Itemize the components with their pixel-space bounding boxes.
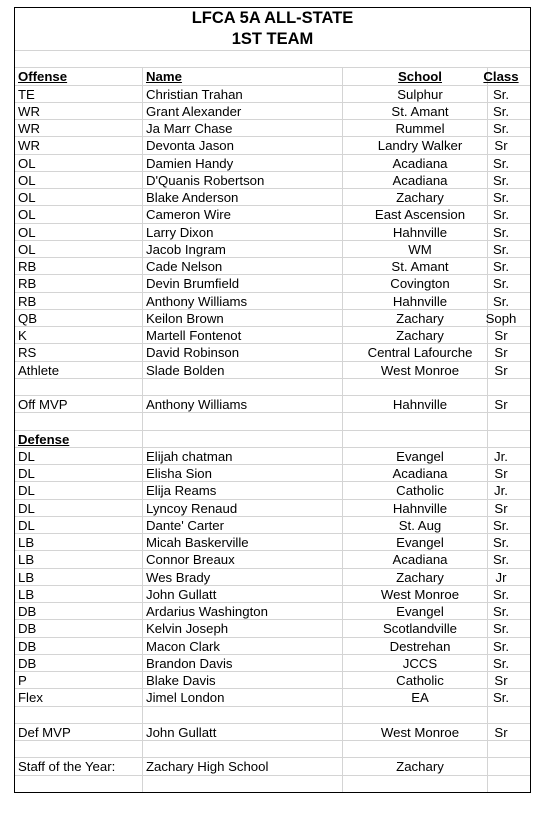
class-cell: Jr.	[494, 448, 508, 464]
position-cell: DL	[18, 483, 35, 499]
name-cell	[146, 741, 361, 757]
position-cell: Off MVP	[18, 397, 68, 412]
class-cell: Sr	[494, 328, 508, 343]
name-cell: Elija Reams	[146, 483, 217, 499]
class-cell: Sr.	[492, 535, 510, 550]
position-cell: DL	[18, 500, 35, 516]
name-cell: Wes Brady	[146, 569, 211, 585]
school-cell: West Monroe	[380, 724, 460, 740]
school-cell: Acadiana	[392, 466, 448, 481]
position-cell	[18, 776, 138, 792]
name-cell: Blake Davis	[146, 673, 216, 688]
school-cell: Zachary	[396, 328, 444, 343]
table-row	[15, 706, 530, 723]
table-row	[15, 343, 530, 360]
name-cell	[146, 431, 361, 447]
name-cell: Dante' Carter	[146, 517, 225, 533]
position-cell: DB	[18, 604, 37, 619]
class-cell: Sr.	[492, 207, 510, 223]
school-cell: Scotlandville	[382, 621, 458, 637]
class-cell: Sr	[494, 500, 508, 516]
table-row	[15, 568, 530, 585]
name-cell: Connor Breaux	[146, 552, 235, 568]
school-cell: WM	[408, 241, 432, 257]
school-cell: St. Amant	[391, 259, 449, 274]
table-row	[15, 688, 530, 705]
table-row	[15, 654, 530, 671]
name-cell: Keilon Brown	[146, 310, 224, 326]
table-row	[15, 585, 530, 602]
name-cell: Elisha Sion	[146, 466, 212, 481]
school-cell: Hahnville	[392, 397, 448, 412]
table-row	[15, 499, 530, 516]
table-row	[15, 102, 530, 119]
position-cell: K	[18, 328, 27, 343]
school-cell: Zachary	[396, 569, 444, 585]
position-cell: RB	[18, 293, 37, 309]
class-cell: Sr.	[492, 190, 510, 205]
table-row	[15, 740, 530, 757]
position-cell: WR	[18, 138, 40, 154]
class-cell: Sr	[494, 138, 508, 154]
name-cell: John Gullatt	[146, 586, 217, 602]
position-cell	[18, 379, 138, 395]
position-cell: OL	[18, 241, 36, 257]
class-cell: Sr.	[492, 276, 510, 292]
position-cell: TE	[18, 86, 35, 102]
table-row	[15, 292, 530, 309]
position-cell: DB	[18, 638, 37, 654]
table-row	[15, 223, 530, 240]
class-cell: Sr.	[492, 224, 510, 240]
position-cell: DB	[18, 655, 37, 671]
sheet-title: LFCA 5A ALL-STATE	[191, 9, 354, 27]
name-cell: Cade Nelson	[146, 259, 223, 274]
table-row	[15, 240, 530, 257]
class-cell: Soph	[485, 310, 517, 326]
table-header-row	[15, 67, 530, 84]
class-cell: Sr	[494, 724, 508, 740]
name-cell: Blake Anderson	[146, 190, 239, 205]
position-cell: DL	[18, 466, 35, 481]
table-row	[15, 326, 530, 343]
school-cell: Landry Walker	[377, 138, 463, 154]
position-cell: DL	[18, 517, 35, 533]
school-cell: Destrehan	[389, 638, 451, 654]
class-cell	[471, 741, 531, 757]
name-cell: Larry Dixon	[146, 224, 214, 240]
position-cell: RB	[18, 259, 37, 274]
table-row	[15, 533, 530, 550]
school-cell: Hahnville	[392, 500, 448, 516]
school-cell: Zachary	[396, 190, 444, 205]
position-cell: QB	[18, 310, 38, 326]
class-cell: Sr.	[492, 103, 510, 119]
name-cell: Ardarius Washington	[146, 604, 268, 619]
school-header: School	[398, 69, 442, 85]
table-row	[15, 481, 530, 498]
class-cell: Sr.	[492, 259, 510, 274]
school-cell: Rummel	[395, 121, 445, 136]
name-cell: Anthony Williams	[146, 397, 248, 412]
school-cell: Evangel	[396, 535, 444, 550]
table-row	[15, 602, 530, 619]
name-cell: David Robinson	[146, 345, 240, 361]
school-cell: Acadiana	[392, 155, 448, 171]
table-row	[15, 671, 530, 688]
table-row	[15, 257, 530, 274]
name-cell: Kelvin Joseph	[146, 621, 229, 637]
name-cell: Zachary High School	[146, 759, 269, 775]
class-cell: Sr.	[492, 586, 510, 602]
table-row	[15, 378, 530, 395]
school-cell: JCCS	[402, 655, 438, 671]
table-row	[15, 464, 530, 481]
table-row	[15, 154, 530, 171]
section-header-row	[15, 430, 530, 447]
class-cell: Sr.	[492, 552, 510, 568]
class-header: Class	[483, 69, 519, 85]
sheet-subtitle: 1ST TEAM	[231, 30, 314, 48]
school-cell: Central Lafourche	[367, 345, 473, 361]
table-row	[15, 412, 530, 429]
spacer-row	[15, 50, 530, 67]
school-cell: Evangel	[396, 604, 444, 619]
name-cell: Micah Baskerville	[146, 535, 249, 550]
table-row	[15, 447, 530, 464]
name-cell: Christian Trahan	[146, 86, 243, 102]
class-cell: Sr	[494, 466, 508, 481]
class-cell	[471, 413, 531, 429]
class-cell: Sr.	[492, 121, 510, 136]
table-body	[15, 85, 530, 792]
school-cell: West Monroe	[380, 362, 460, 378]
class-cell: Sr.	[492, 155, 510, 171]
table-row	[15, 171, 530, 188]
class-cell: Sr	[494, 345, 508, 361]
table-row	[15, 361, 530, 378]
class-cell: Sr.	[492, 172, 510, 188]
school-cell: Acadiana	[392, 552, 448, 568]
class-cell: Sr.	[492, 690, 510, 706]
table-row	[15, 757, 530, 774]
position-cell	[18, 741, 138, 757]
table-row	[15, 637, 530, 654]
name-cell: Jacob Ingram	[146, 241, 226, 257]
school-cell: Evangel	[396, 448, 444, 464]
roster-table	[15, 67, 530, 792]
name-cell: D'Quanis Robertson	[146, 172, 265, 188]
name-cell: Devonta Jason	[146, 138, 234, 154]
name-cell: Anthony Williams	[146, 293, 248, 309]
name-cell: John Gullatt	[146, 724, 217, 740]
position-cell: P	[18, 673, 27, 688]
table-row	[15, 136, 530, 153]
name-cell: Slade Bolden	[146, 362, 225, 378]
table-row	[15, 85, 530, 102]
school-cell: West Monroe	[380, 586, 460, 602]
position-cell: Staff of the Year:	[18, 759, 116, 775]
school-cell: St. Amant	[391, 103, 449, 119]
school-cell: Sulphur	[397, 86, 443, 102]
name-cell: Elijah chatman	[146, 448, 233, 464]
position-cell: Athlete	[18, 362, 60, 378]
class-cell: Sr.	[492, 638, 510, 654]
position-cell: Def MVP	[18, 724, 71, 740]
school-cell: Zachary	[396, 759, 444, 775]
table-row	[15, 516, 530, 533]
position-cell: OL	[18, 155, 36, 171]
position-cell: LB	[18, 552, 35, 568]
name-cell: Devin Brumfield	[146, 276, 240, 292]
position-cell	[18, 413, 138, 429]
class-cell	[471, 707, 531, 723]
name-cell: Damien Handy	[146, 155, 234, 171]
class-cell	[471, 431, 531, 447]
table-row	[15, 395, 530, 412]
table-row	[15, 775, 530, 792]
position-cell: LB	[18, 569, 35, 585]
table-row	[15, 205, 530, 222]
position-cell: WR	[18, 121, 40, 136]
table-row	[15, 188, 530, 205]
table-row	[15, 619, 530, 636]
table-row	[15, 119, 530, 136]
position-cell: WR	[18, 103, 40, 119]
class-cell: Sr.	[492, 655, 510, 671]
class-cell: Sr.	[492, 517, 510, 533]
school-cell: St. Aug	[398, 517, 442, 533]
position-cell: DL	[18, 448, 35, 464]
name-cell: Martell Fontenot	[146, 328, 242, 343]
class-cell: Sr.	[492, 86, 510, 102]
name-cell	[146, 413, 361, 429]
school-cell: Acadiana	[392, 172, 448, 188]
position-cell: OL	[18, 224, 36, 240]
school-cell: Catholic	[396, 483, 444, 499]
all-state-sheet	[14, 7, 531, 793]
class-cell: Jr	[495, 569, 507, 585]
class-cell: Sr	[494, 397, 508, 412]
name-header: Name	[146, 69, 182, 85]
school-cell: Covington	[390, 276, 450, 292]
class-cell	[471, 758, 531, 774]
position-cell: LB	[18, 586, 35, 602]
name-cell: Cameron Wire	[146, 207, 232, 223]
name-cell: Macon Clark	[146, 638, 221, 654]
position-cell: OL	[18, 172, 36, 188]
school-cell: East Ascension	[374, 207, 466, 223]
position-header: Offense	[18, 69, 68, 85]
class-cell: Sr.	[492, 604, 510, 619]
class-cell: Sr	[494, 362, 508, 378]
school-cell: Zachary	[396, 310, 444, 326]
position-cell: OL	[18, 207, 36, 223]
class-cell: Sr.	[492, 241, 510, 257]
class-cell	[471, 379, 531, 395]
name-cell: Brandon Davis	[146, 655, 233, 671]
position-cell: RS	[18, 345, 37, 361]
school-cell: Catholic	[396, 673, 444, 688]
class-cell: Sr	[494, 673, 508, 688]
position-cell: RB	[18, 276, 37, 292]
name-cell: Grant Alexander	[146, 103, 242, 119]
table-row	[15, 723, 530, 740]
position-cell: Flex	[18, 690, 43, 706]
table-row	[15, 309, 530, 326]
name-cell: Ja Marr Chase	[146, 121, 233, 136]
position-cell	[18, 707, 138, 723]
name-cell	[146, 379, 361, 395]
position-cell: OL	[18, 190, 36, 205]
position-cell: LB	[18, 535, 35, 550]
name-cell	[146, 707, 361, 723]
class-cell: Jr.	[494, 483, 508, 499]
school-cell: Hahnville	[392, 224, 448, 240]
class-cell	[471, 776, 531, 792]
name-cell	[146, 776, 361, 792]
name-cell: Jimel London	[146, 690, 225, 706]
school-cell: EA	[411, 690, 429, 706]
class-cell: Sr.	[492, 293, 510, 309]
table-row	[15, 550, 530, 567]
position-cell: DB	[18, 621, 37, 637]
table-row	[15, 274, 530, 291]
name-cell: Lyncoy Renaud	[146, 500, 238, 516]
class-cell: Sr.	[492, 621, 510, 637]
school-cell: Hahnville	[392, 293, 448, 309]
position-cell: Defense	[18, 431, 70, 447]
